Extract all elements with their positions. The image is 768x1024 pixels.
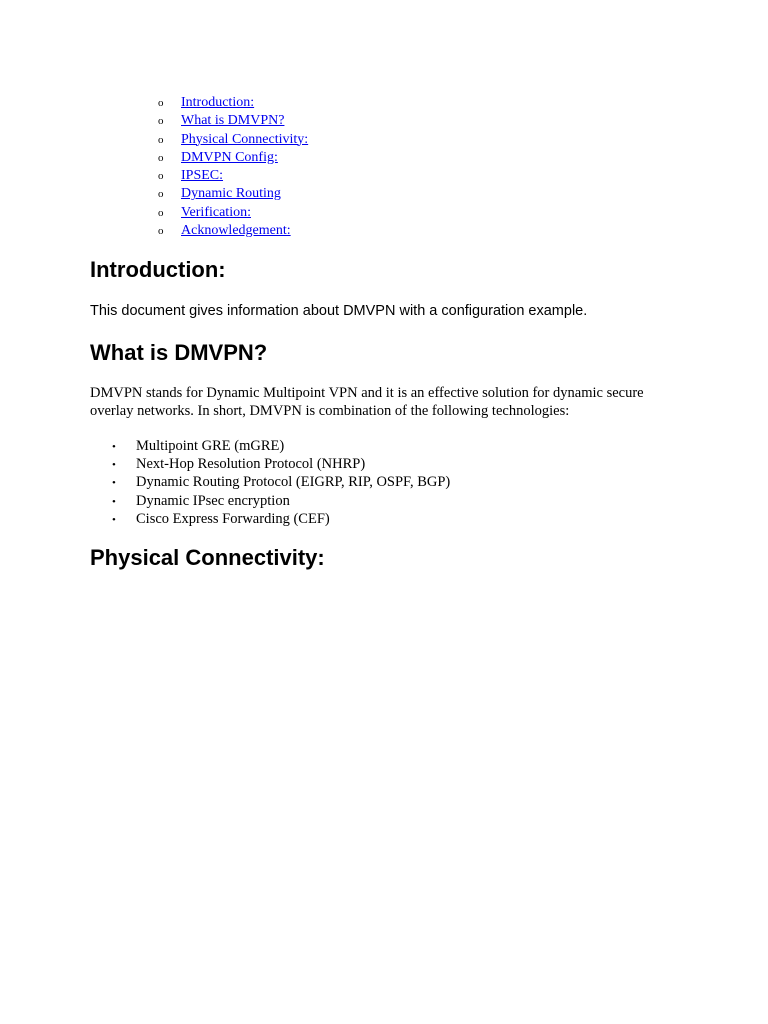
toc-link-physical-connectivity[interactable]: Physical Connectivity:	[181, 131, 309, 147]
what-is-dmvpn-text: DMVPN stands for Dynamic Multipoint VPN and it is an effective solution for dynamic secure overlay networks. In short, DMVPN is combination of the following technologies:	[90, 385, 644, 419]
toc-link-dmvpn-config[interactable]: DMVPN Config:	[181, 149, 278, 165]
toc-bullet-icon: o	[158, 151, 164, 164]
toc-link-introduction[interactable]: Introduction:	[181, 95, 255, 110]
toc-item-acknowledgement	[158, 222, 308, 240]
toc-bullet-icon: o	[158, 97, 164, 109]
list-item	[112, 473, 450, 491]
list-item-text: Cisco Express Forwarding (CEF)	[136, 510, 330, 527]
toc-item-introduction	[158, 94, 308, 112]
bullet-icon: •	[112, 459, 116, 472]
technology-list	[112, 437, 450, 528]
introduction-heading: Introduction:	[90, 257, 226, 282]
toc-link-ipsec[interactable]: IPSEC:	[181, 168, 224, 184]
list-item	[112, 437, 450, 455]
bullet-icon: •	[112, 495, 116, 508]
what-is-dmvpn-heading: What is DMVPN?	[90, 340, 268, 365]
toc-item-dynamic-routing	[158, 185, 308, 203]
list-item-text: Multipoint GRE (mGRE)	[136, 438, 285, 454]
toc-item-what-is-dmvpn	[158, 112, 308, 130]
toc-link-acknowledgement[interactable]: Acknowledgement:	[181, 223, 291, 239]
toc-bullet-icon: o	[158, 115, 164, 128]
toc-bullet-icon: o	[158, 170, 164, 183]
toc-link-dynamic-routing[interactable]: Dynamic Routing	[181, 186, 281, 202]
list-item-text: Next-Hop Resolution Protocol (NHRP)	[136, 456, 366, 473]
bullet-icon: •	[112, 513, 116, 526]
introduction-text: This document gives information about DMVPN with a configuration example.	[90, 303, 588, 319]
toc-bullet-icon: o	[158, 188, 164, 201]
bullet-icon: •	[112, 477, 116, 490]
physical-connectivity-heading: Physical Connectivity:	[90, 545, 325, 570]
toc-item-physical-connectivity	[158, 131, 308, 149]
toc-item-ipsec	[158, 167, 308, 185]
list-item	[112, 510, 450, 528]
toc-link-verification[interactable]: Verification:	[181, 204, 251, 220]
table-of-contents	[158, 94, 308, 240]
toc-bullet-icon: o	[158, 225, 164, 238]
list-item-text: Dynamic Routing Protocol (EIGRP, RIP, OSPF, BGP)	[136, 474, 451, 491]
list-item	[112, 492, 450, 510]
toc-item-verification	[158, 204, 308, 222]
toc-bullet-icon: o	[158, 206, 164, 219]
toc-bullet-icon: o	[158, 133, 164, 146]
list-item-text: Dynamic IPsec encryption	[136, 492, 290, 509]
toc-item-dmvpn-config	[158, 149, 308, 167]
list-item	[112, 455, 450, 473]
bullet-icon: •	[112, 441, 116, 453]
toc-link-what-is-dmvpn[interactable]: What is DMVPN?	[181, 113, 285, 129]
